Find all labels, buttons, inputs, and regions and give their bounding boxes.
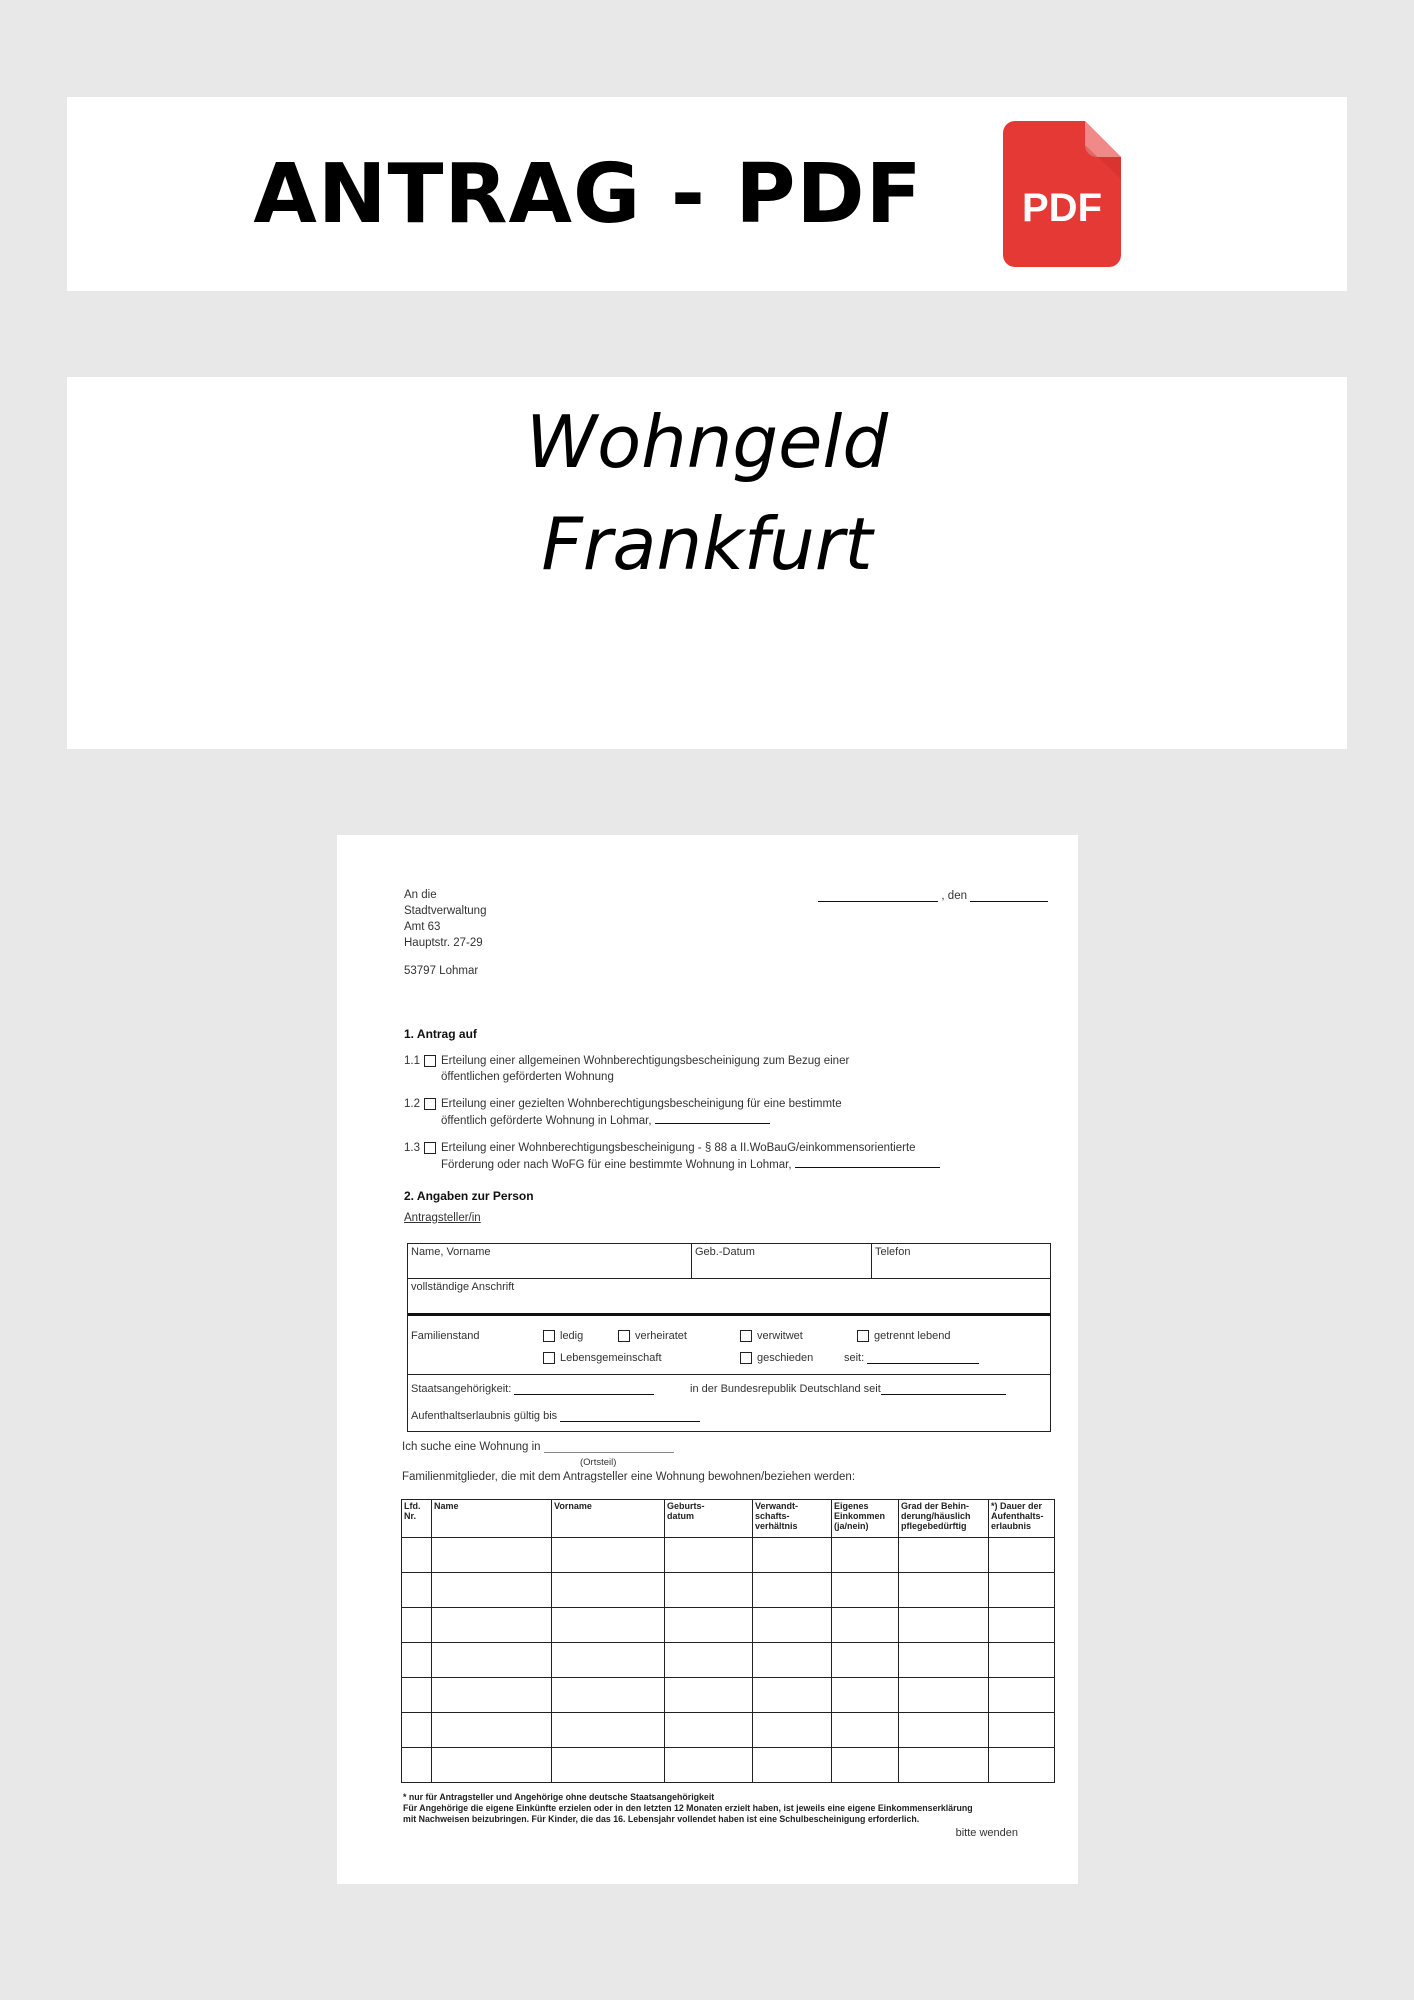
table-cell[interactable] (753, 1573, 832, 1608)
place-date-field[interactable] (818, 890, 1048, 902)
district-hint: (Ortsteil) (580, 1457, 617, 1468)
table-row (402, 1573, 1055, 1608)
table-cell[interactable] (899, 1643, 989, 1678)
subtitle-line-1: Wohngeld (525, 400, 889, 484)
table-cell[interactable] (832, 1643, 899, 1678)
marital-option-getrennt[interactable]: getrennt lebend (857, 1330, 950, 1342)
table-cell[interactable] (402, 1748, 432, 1783)
name-field[interactable] (408, 1244, 691, 1278)
table-cell[interactable] (832, 1538, 899, 1573)
col-header-aufenthalt: *) Dauer der Aufenthalts- erlaubnis (989, 1500, 1055, 1538)
table-cell[interactable] (402, 1713, 432, 1748)
col-header-verwandtschaft: Verwandt- schafts- verhältnis (753, 1500, 832, 1538)
checkbox[interactable] (424, 1098, 436, 1110)
family-members-table (401, 1499, 1055, 1783)
table-cell[interactable] (753, 1713, 832, 1748)
option-1-1[interactable] (404, 1053, 849, 1085)
table-cell[interactable] (899, 1748, 989, 1783)
table-cell[interactable] (665, 1678, 753, 1713)
field-label: Ich suche eine Wohnung in (402, 1441, 541, 1453)
option-text: Erteilung einer Wohnberechtigungsbescheinigung - § 88 a II.WoBauG/einkommensorientierte (441, 1142, 916, 1154)
table-cell[interactable] (665, 1643, 753, 1678)
table-cell[interactable] (899, 1678, 989, 1713)
recipient-line: An die (404, 889, 437, 901)
germany-since-field[interactable]: in der Bundesrepublik Deutschland seit (690, 1383, 1006, 1395)
table-cell[interactable] (832, 1713, 899, 1748)
table-cell[interactable] (753, 1538, 832, 1573)
section-1-heading: 1. Antrag auf (404, 1027, 477, 1041)
table-cell[interactable] (432, 1643, 552, 1678)
table-cell[interactable] (989, 1573, 1055, 1608)
checkbox[interactable] (424, 1055, 436, 1067)
section-2-heading: 2. Angaben zur Person (404, 1189, 534, 1203)
option-1-3[interactable] (404, 1140, 940, 1173)
table-cell[interactable] (899, 1573, 989, 1608)
table-cell[interactable] (402, 1608, 432, 1643)
table-cell[interactable] (665, 1713, 753, 1748)
dob-field[interactable] (691, 1244, 871, 1278)
option-number: 1.1 (404, 1055, 420, 1067)
field-label: Familienstand (411, 1330, 480, 1342)
option-text: Erteilung einer allgemeinen Wohnberechtigungsbescheinigung zum Bezug einer (441, 1055, 850, 1067)
table-cell[interactable] (432, 1713, 552, 1748)
col-header-einkommen: Eigenes Einkommen (ja/nein) (832, 1500, 899, 1538)
table-row (402, 1713, 1055, 1748)
table-cell[interactable] (832, 1748, 899, 1783)
marital-status-field (408, 1316, 1050, 1374)
table-cell[interactable] (989, 1713, 1055, 1748)
table-cell[interactable] (989, 1538, 1055, 1573)
recipient-line: Hauptstr. 27-29 (404, 937, 483, 949)
pdf-file-icon[interactable] (1003, 121, 1121, 267)
table-cell[interactable] (832, 1608, 899, 1643)
field-label: Name, Vorname (411, 1246, 491, 1258)
option-text: öffentlich geförderte Wohnung in Lohmar, (441, 1115, 652, 1127)
table-cell[interactable] (665, 1573, 753, 1608)
table-cell[interactable] (753, 1748, 832, 1783)
table-cell[interactable] (665, 1608, 753, 1643)
table-cell[interactable] (402, 1573, 432, 1608)
table-cell[interactable] (552, 1608, 665, 1643)
date-separator: , den (941, 890, 967, 902)
option-1-2[interactable] (404, 1096, 842, 1129)
table-cell[interactable] (753, 1678, 832, 1713)
marital-option-lebensgemeinschaft[interactable]: Lebensgemeinschaft (543, 1352, 662, 1364)
address-field[interactable] (408, 1279, 1050, 1313)
option-text: öffentlichen geförderten Wohnung (441, 1071, 614, 1083)
marital-option-ledig[interactable]: ledig (543, 1330, 583, 1342)
table-cell[interactable] (432, 1538, 552, 1573)
apartment-line[interactable] (795, 1156, 940, 1168)
footnotes (403, 1792, 973, 1825)
table-cell[interactable] (402, 1538, 432, 1573)
table-cell[interactable] (989, 1643, 1055, 1678)
form-preview[interactable] (337, 835, 1078, 1884)
marital-option-verheiratet[interactable]: verheiratet (618, 1330, 687, 1342)
table-cell[interactable] (665, 1748, 753, 1783)
page-title: ANTRAG - PDF (253, 146, 923, 242)
recipient-line: Amt 63 (404, 921, 441, 933)
phone-field[interactable] (871, 1244, 1050, 1278)
field-label: Geb.-Datum (695, 1246, 755, 1258)
recipient-city: 53797 Lohmar (404, 965, 479, 977)
table-cell[interactable] (552, 1573, 665, 1608)
option-number: 1.3 (404, 1142, 420, 1154)
option-text: Förderung oder nach WoFG für eine bestimmte Wohnung in Lohmar, (441, 1159, 792, 1171)
subtitle-line-2: Frankfurt (541, 502, 873, 586)
table-cell[interactable] (989, 1608, 1055, 1643)
table-cell[interactable] (552, 1748, 665, 1783)
nationality-field[interactable]: Staatsangehörigkeit: (411, 1383, 654, 1395)
table-cell[interactable] (899, 1713, 989, 1748)
col-header-name: Name (432, 1500, 552, 1538)
applicant-subheading: Antragsteller/in (404, 1212, 481, 1224)
table-row (402, 1643, 1055, 1678)
table-cell[interactable] (899, 1538, 989, 1573)
col-header-nr: Lfd. Nr. (402, 1500, 432, 1538)
table-cell[interactable] (432, 1573, 552, 1608)
table-cell[interactable] (989, 1748, 1055, 1783)
recipient-address (404, 887, 486, 951)
search-location-field[interactable] (402, 1441, 674, 1453)
table-cell[interactable] (402, 1678, 432, 1713)
table-cell[interactable] (432, 1608, 552, 1643)
date-line[interactable] (970, 890, 1048, 902)
marital-option-geschieden[interactable]: geschieden (740, 1352, 813, 1364)
footnote: mit Nachweisen beizubringen. Für Kinder, die das 16. Lebensjahr vollendet haben ist eine Schulbescheinigung erforderlich. (403, 1814, 920, 1824)
table-row (402, 1538, 1055, 1573)
table-cell[interactable] (832, 1573, 899, 1608)
svg-text:PDF: PDF (1021, 186, 1102, 230)
field-label: vollständige Anschrift (411, 1281, 515, 1293)
marital-option-verwitwet[interactable]: verwitwet (740, 1330, 803, 1342)
col-header-geburtsdatum: Geburts- datum (665, 1500, 753, 1538)
table-cell[interactable] (753, 1643, 832, 1678)
table-cell[interactable] (552, 1643, 665, 1678)
family-intro: Familienmitglieder, die mit dem Antragsteller eine Wohnung bewohnen/beziehen werden: (402, 1471, 856, 1483)
col-header-vorname: Vorname (552, 1500, 665, 1538)
table-cell[interactable] (552, 1678, 665, 1713)
option-text: Erteilung einer gezielten Wohnberechtigungsbescheinigung für eine bestimmte (441, 1098, 842, 1110)
table-cell[interactable] (989, 1678, 1055, 1713)
footnote: * nur für Antragsteller und Angehörige ohne deutsche Staatsangehörigkeit (403, 1792, 715, 1802)
table-row (402, 1678, 1055, 1713)
field-label: Telefon (875, 1246, 911, 1258)
turn-over-note: bitte wenden (955, 1827, 1018, 1839)
checkbox[interactable] (424, 1142, 436, 1154)
applicant-table (407, 1243, 1051, 1432)
residence-permit-field[interactable]: Aufenthaltserlaubnis gültig bis (411, 1410, 700, 1422)
table-cell[interactable] (402, 1643, 432, 1678)
table-cell[interactable] (432, 1678, 552, 1713)
apartment-line[interactable] (655, 1112, 770, 1124)
table-cell[interactable] (665, 1538, 753, 1573)
subtitle-box (67, 377, 1347, 749)
since-field[interactable]: seit: (844, 1352, 979, 1364)
place-line[interactable] (818, 890, 938, 902)
recipient-line: Stadtverwaltung (404, 905, 487, 917)
table-cell[interactable] (899, 1608, 989, 1643)
option-number: 1.2 (404, 1098, 420, 1110)
table-cell[interactable] (432, 1748, 552, 1783)
table-cell[interactable] (552, 1538, 665, 1573)
nationality-block (408, 1375, 1050, 1431)
table-cell[interactable] (552, 1713, 665, 1748)
table-row (402, 1608, 1055, 1643)
table-cell[interactable] (832, 1678, 899, 1713)
footnote: Für Angehörige die eigene Einkünfte erzielen oder in den letzten 12 Monaten erzielt haben, ist jeweils eine eigene Einkommenserklärung (403, 1803, 973, 1813)
table-cell[interactable] (753, 1608, 832, 1643)
title-banner (67, 97, 1347, 291)
table-row (402, 1748, 1055, 1783)
col-header-behinderung: Grad der Behin- derung/häuslich pflegebedürftig (899, 1500, 989, 1538)
